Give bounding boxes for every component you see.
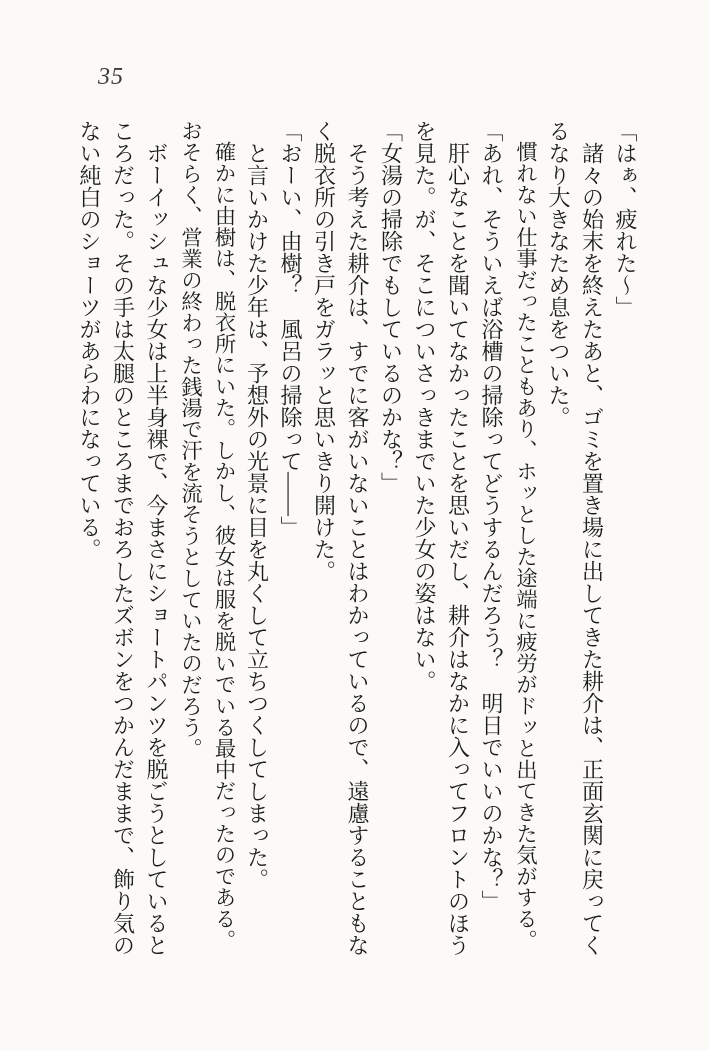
paragraph-5: 肝心なことを聞いてなかったことを思いだし、耕介はなかに入ってフロントのほうを見た。が、そこについさっきまでいた少女の姿はない。	[412, 120, 471, 956]
paragraph-4: 「あれ、そういえば浴槽の掃除ってどうするんだろう？ 明日でいいのかな？」	[479, 120, 504, 912]
paragraph-3: 慣れない仕事だったこともあり、ホッとした途端に疲労がドッと出てきた気がする。	[513, 141, 538, 951]
paragraph-11: ボーイッシュな少女は上半身裸で、今まさにショートパンツを脱ごうとしているところだった。その手は太腿のところまでおろしたズボンをつかんだままで、飾り気のない純白のショーツがあらわになっている。	[77, 120, 169, 956]
paragraph-7: そう考えた耕介は、すでに客がいないことはわかっているので、遠慮することもなく脱衣所の引き戸をガラッと思いきり開けた。	[311, 120, 370, 956]
paragraph-10: 確かに由樹は、脱衣所にいた。しかし、彼女は服を脱いでいる最中だったのである。おそらく、営業の終わった銭湯で汗を流そうとしていたのだろう。	[178, 120, 236, 951]
paragraph-9: と言いかけた少年は、予想外の光景に目を丸くして立ちつくしてしまった。	[244, 142, 270, 890]
paragraph-6: 「女湯の掃除でもしているのかな？」	[378, 120, 404, 494]
page-number: 35	[98, 64, 124, 90]
paragraph-8: 「おーい、由樹？ 風呂の掃除って――」	[278, 120, 303, 538]
paragraph-1: 「はぁ、疲れた〜」	[613, 120, 638, 318]
text-block	[73, 120, 643, 960]
paragraph-2: 諸々の始末を終えたあと、ゴミを置き場に出してきた耕介は、正面玄関に戻ってくるなり大きなため息をついた。	[546, 120, 605, 956]
